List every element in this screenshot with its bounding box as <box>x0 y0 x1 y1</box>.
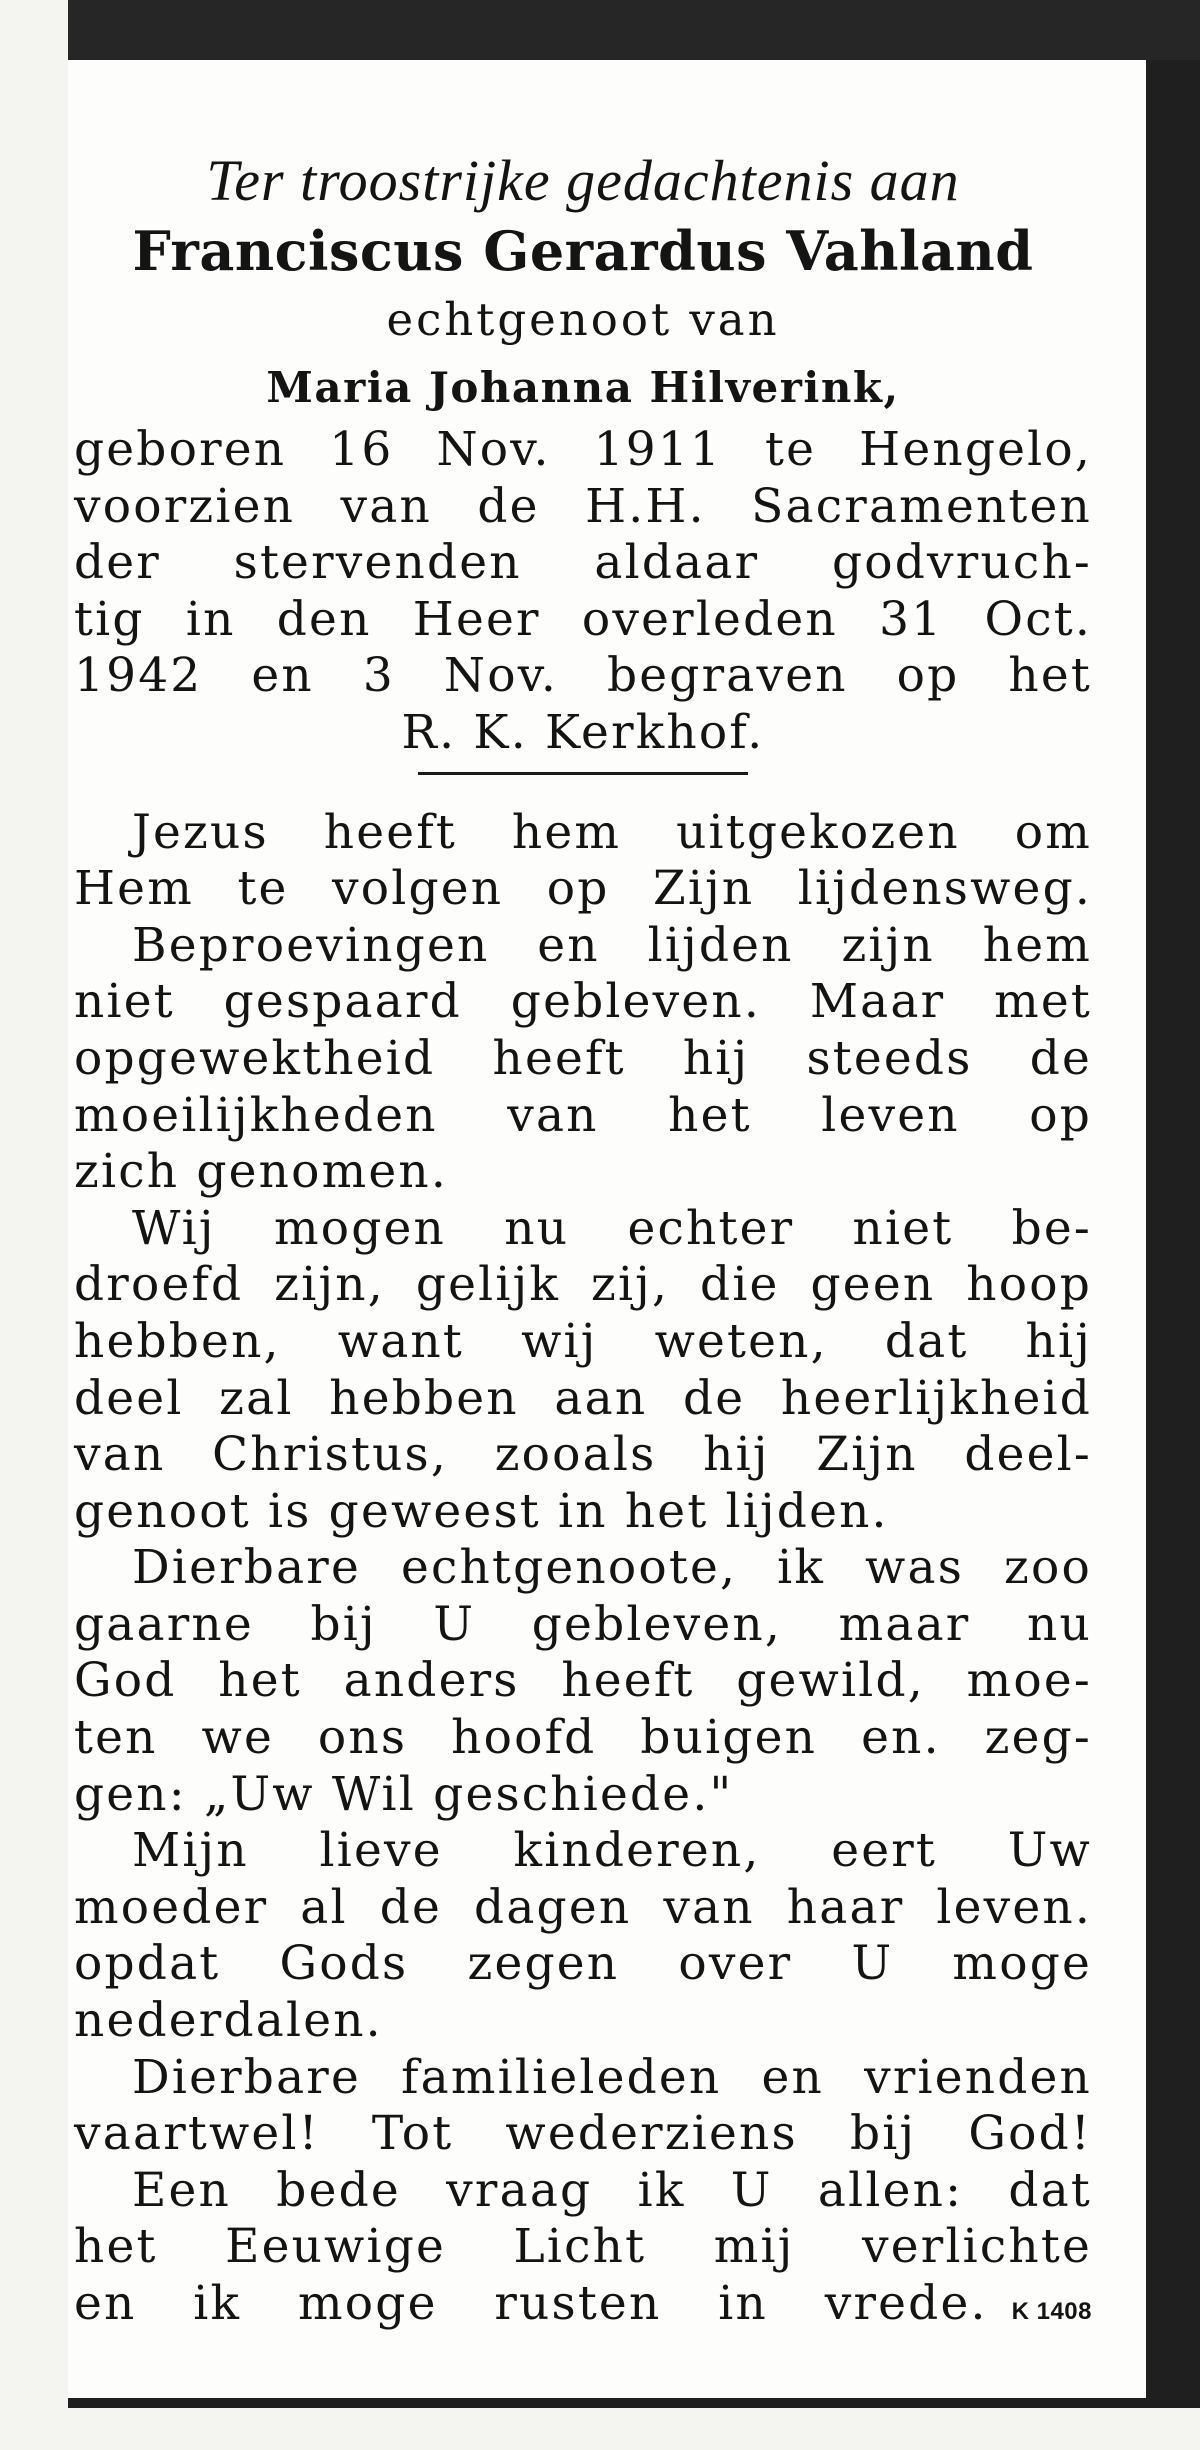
biography <box>74 422 1092 762</box>
body-line: opdat Gods zegen over U moge <box>74 1936 1092 1992</box>
spouse-name: Maria Johanna Hilverink, <box>266 363 900 412</box>
body-line: Jezus heeft hem uitgekozen om <box>132 804 1092 860</box>
body-line: zich genomen. <box>74 1144 448 1200</box>
card-heading: Ter troostrijke gedachtenis aan <box>206 148 960 213</box>
body-line: Dierbare familieleden en vrienden <box>132 2049 1092 2105</box>
body-line: en ik moge rusten in vrede. <box>74 2276 988 2331</box>
body-line: het Eeuwige Licht mij verlichte <box>74 2219 1092 2275</box>
body-line: nederdalen. <box>74 1993 383 2049</box>
body-line: Hem te volgen op Zijn lijdensweg. <box>74 861 1092 917</box>
body-line: gen: „Uw Wil geschiede." <box>74 1766 734 1822</box>
closing-line-row <box>74 2276 1092 2341</box>
body-line: moeilijkheden van het leven op <box>74 1087 1092 1143</box>
body-line: droefd zijn, gelijk zij, die geen hoop <box>74 1257 1092 1313</box>
bio-line: voorzien van de H.H. Sacramenten <box>74 478 1092 534</box>
body-line: hebben, want wij weten, dat hij <box>74 1313 1092 1369</box>
scan-left-margin <box>0 0 68 2450</box>
bio-line: der stervenden aldaar godvruch- <box>74 535 1092 591</box>
body-line: opgewektheid heeft hij steeds de <box>74 1030 1092 1086</box>
scan-bottom-margin <box>0 2408 1200 2450</box>
body-line: Wij mogen nu echter niet be- <box>132 1200 1092 1256</box>
body-line: Een bede vraag ik U allen: dat <box>132 2162 1092 2218</box>
body-line: gaarne bij U gebleven, maar nu <box>74 1596 1092 1652</box>
bio-line: geboren 16 Nov. 1911 te Hengelo, <box>74 422 1092 477</box>
bio-line: 1942 en 3 Nov. begraven op het <box>74 648 1092 704</box>
body-line: vaartwel! Tot wederziens bij God! <box>74 2106 1092 2162</box>
body-line: Dierbare echtgenoote, ik was zoo <box>132 1540 1092 1596</box>
body-line: Mijn lieve kinderen, eert Uw <box>132 1823 1092 1879</box>
body-line: Beproevingen en lijden zijn hem <box>132 917 1092 973</box>
spouse-label: echtgenoot van <box>386 293 780 346</box>
divider-rule <box>418 772 748 775</box>
memorial-text <box>74 805 1092 2341</box>
body-line: moeder al de dagen van haar leven. <box>74 1879 1092 1935</box>
printer-code: K 1408 <box>1011 2298 1092 2325</box>
deceased-name: Franciscus Gerardus Vahland <box>132 219 1034 283</box>
scan-top-shadow <box>60 0 1200 60</box>
memorial-card <box>68 60 1146 2398</box>
bio-line: R. K. Kerkhof. <box>401 704 765 760</box>
body-line: niet gespaard gebleven. Maar met <box>74 974 1092 1030</box>
body-line: deel zal hebben aan de heerlijkheid <box>74 1370 1092 1426</box>
body-line: ten we ons hoofd buigen en. zeg- <box>74 1710 1092 1766</box>
body-line: genoot is geweest in het lijden. <box>74 1483 889 1539</box>
body-line: van Christus, zooals hij Zijn deel- <box>74 1427 1092 1483</box>
bio-line: tig in den Heer overleden 31 Oct. <box>74 591 1092 647</box>
body-line: God het anders heeft gewild, moe- <box>74 1653 1092 1709</box>
